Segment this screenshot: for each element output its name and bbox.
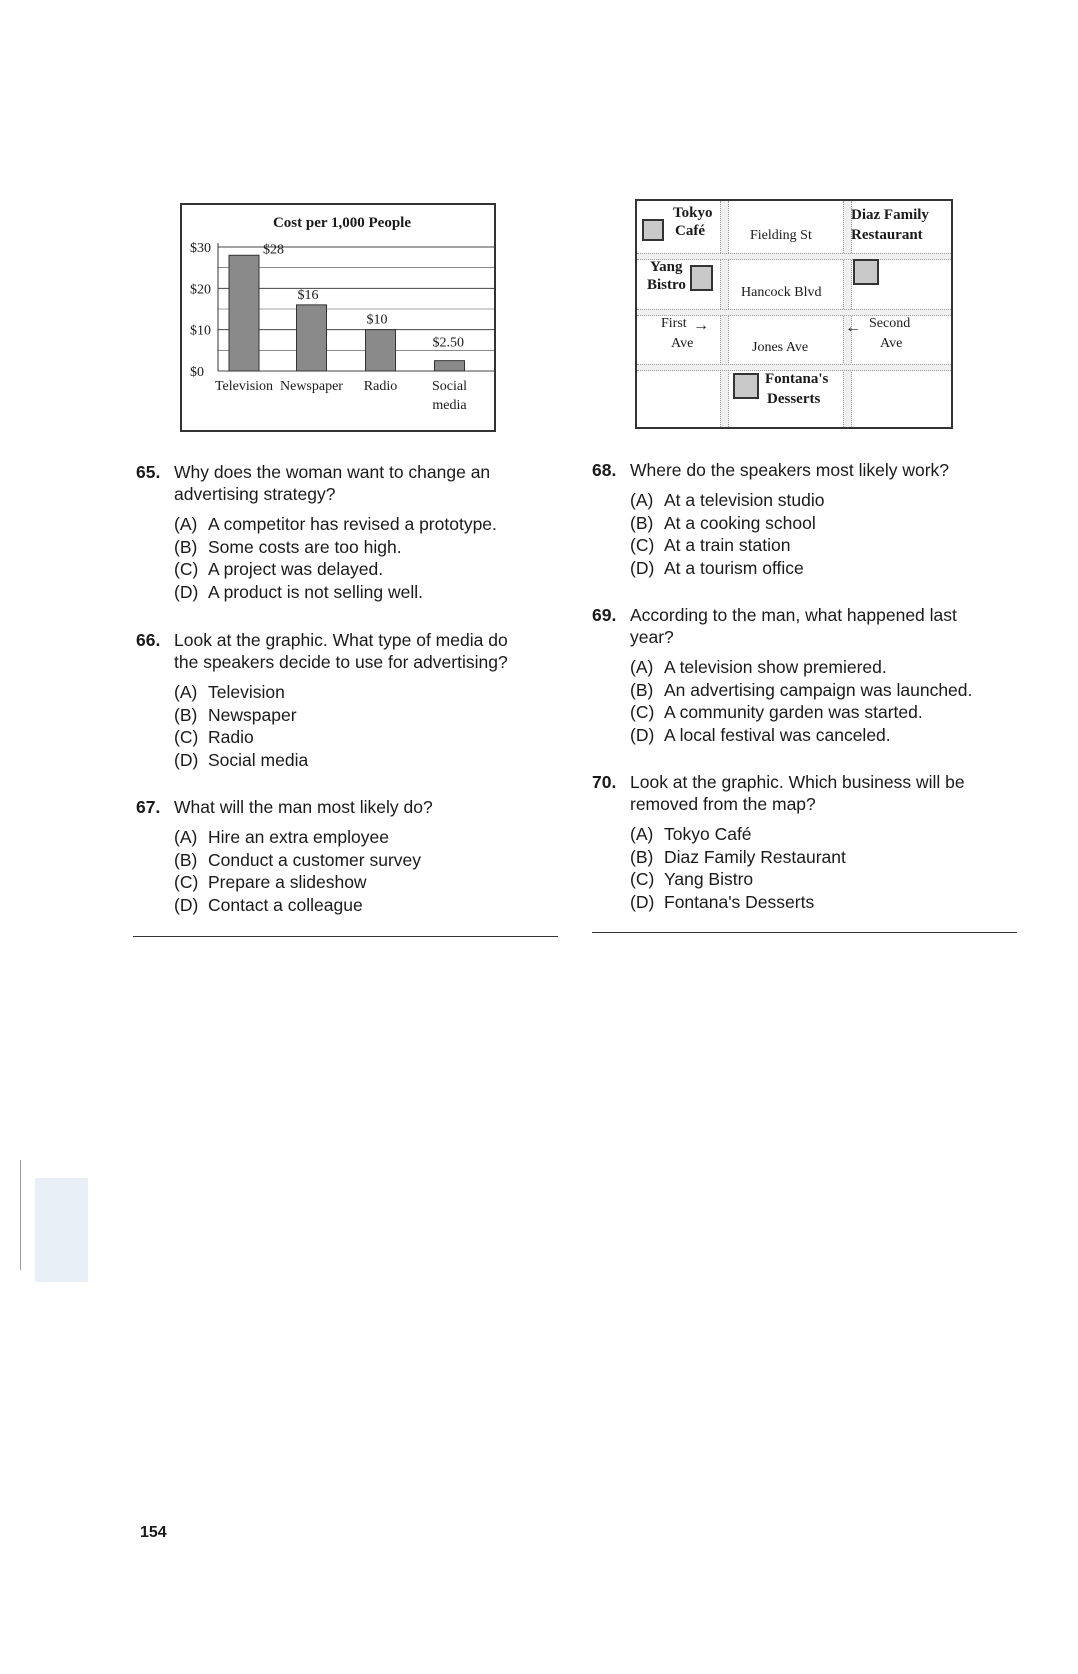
answer-option-a[interactable]: (A) At a television studio (630, 490, 825, 510)
cost-bar-chart (180, 203, 496, 432)
answer-options (174, 681, 308, 771)
answer-options (174, 513, 497, 603)
y-tick-label: $10 (190, 323, 211, 339)
answer-option-b[interactable]: (B) An advertising campaign was launched. (630, 679, 973, 700)
bar-social-media (435, 361, 465, 371)
answer-option-c[interactable]: (C) At a train station (630, 535, 791, 555)
map-street-fielding (637, 253, 951, 260)
yang-label-1: Yang (650, 259, 683, 275)
answer-option-d[interactable]: (D) Fontana's Desserts (630, 891, 815, 912)
question-70 (592, 771, 1022, 916)
answer-options (174, 826, 421, 916)
stem-line: year? (630, 627, 674, 647)
section-divider-left (133, 936, 558, 937)
answer-options (630, 823, 846, 913)
stem-line: What will the man most likely do? (174, 797, 433, 817)
answer-option-a[interactable]: (A) Hire an extra employee (174, 827, 389, 847)
data-label: $10 (366, 312, 388, 328)
question-stem (174, 796, 433, 818)
answer-option-c[interactable]: (C) Radio (174, 727, 254, 747)
bar-radio (366, 330, 396, 371)
question-stem (630, 771, 965, 815)
tokyo-cafe-label-2: Café (675, 223, 705, 239)
y-tick-label: $0 (190, 365, 204, 380)
second-ave-label-2: Ave (880, 336, 903, 351)
answer-option-d[interactable]: (D) A local festival was canceled. (630, 724, 891, 745)
question-68 (592, 459, 1012, 584)
question-number: 70. (592, 772, 617, 792)
answer-option-a[interactable]: (A) Tokyo Café (630, 824, 752, 844)
x-tick-label: Social (432, 379, 467, 394)
question-stem (174, 629, 508, 673)
question-number: 65. (136, 462, 161, 482)
question-stem (630, 604, 957, 648)
data-label: $2.50 (432, 335, 464, 351)
fontana-label-2: Desserts (767, 391, 821, 407)
answer-option-b[interactable]: (B) Some costs are too high. (174, 536, 402, 557)
question-number: 66. (136, 630, 161, 650)
street-map (635, 199, 953, 429)
tokyo-cafe-label-1: Tokyo (673, 205, 713, 221)
bar-newspaper (297, 305, 327, 371)
answer-option-b[interactable]: (B) At a cooking school (630, 512, 816, 533)
question-number: 67. (136, 797, 161, 817)
x-tick-label: Radio (363, 379, 398, 394)
question-number: 68. (592, 460, 617, 480)
tokyo-cafe-building-icon (642, 219, 664, 241)
margin-line (20, 1160, 21, 1270)
yang-label-2: Bistro (647, 277, 686, 293)
page-number: 154 (140, 1524, 167, 1541)
second-ave-arrow-icon: ← (845, 319, 861, 336)
stem-line: removed from the map? (630, 794, 816, 814)
stem-line: Why does the woman want to change an (174, 462, 491, 482)
y-tick-label: $30 (190, 241, 211, 256)
map-street-jones (637, 364, 951, 371)
answer-option-d[interactable]: (D) Social media (174, 749, 309, 770)
question-stem (630, 459, 949, 481)
answer-option-d[interactable]: (D) At a tourism office (630, 557, 804, 578)
first-ave-arrow-icon: → (693, 317, 709, 334)
diaz-building-icon (853, 259, 879, 285)
stem-line: Look at the graphic. Which business will be (630, 772, 965, 792)
question-65 (136, 461, 556, 602)
stem-line: According to the man, what happened last (630, 605, 957, 625)
answer-option-b[interactable]: (B) Diaz Family Restaurant (630, 846, 846, 867)
data-label: $28 (263, 242, 284, 258)
stem-line: Look at the graphic. What type of media do (174, 630, 508, 650)
stem-line: advertising strategy? (174, 484, 336, 504)
question-stem (174, 461, 490, 505)
answer-options (630, 489, 825, 579)
answer-option-c[interactable]: (C) A community garden was started. (630, 702, 923, 722)
answer-options (630, 656, 972, 746)
hancock-blvd-label: Hancock Blvd (741, 285, 822, 300)
second-ave-label-1: Second (869, 316, 911, 331)
question-number: 69. (592, 605, 617, 625)
jones-ave-label: Jones Ave (752, 340, 809, 355)
answer-option-c[interactable]: (C) A project was delayed. (174, 559, 384, 579)
answer-option-a[interactable]: (A) A television show premiered. (630, 657, 887, 677)
bar-television (229, 255, 259, 371)
stem-line: Where do the speakers most likely work? (630, 460, 950, 480)
x-tick-label: Television (214, 379, 274, 394)
diaz-label-1: Diaz Family (851, 207, 929, 223)
y-tick-label: $20 (190, 282, 211, 298)
yang-building-icon (690, 265, 713, 291)
stem-line: the speakers decide to use for advertising? (174, 652, 508, 672)
chart-title: Cost per 1,000 People (272, 215, 412, 231)
answer-option-c[interactable]: (C) Prepare a slideshow (174, 872, 367, 892)
first-ave-label-2: Ave (671, 336, 694, 351)
question-66 (136, 629, 566, 774)
data-label: $16 (297, 287, 319, 303)
first-ave-label-1: First (661, 316, 687, 331)
section-divider-right (592, 932, 1017, 933)
x-tick-label: media (432, 398, 467, 413)
answer-option-d[interactable]: (D) Contact a colleague (174, 894, 363, 915)
diaz-label-2: Restaurant (851, 227, 923, 243)
answer-option-c[interactable]: (C) Yang Bistro (630, 869, 754, 889)
fontana-building-icon (733, 373, 759, 399)
x-tick-label: Newspaper (280, 379, 343, 394)
chart-svg (182, 205, 494, 430)
fontana-label-1: Fontana's (765, 371, 829, 387)
question-69 (592, 604, 1022, 749)
answer-option-a[interactable]: (A) A competitor has revised a prototype. (174, 514, 497, 534)
question-67 (136, 796, 566, 921)
answer-option-b[interactable]: (B) Conduct a customer survey (174, 849, 422, 870)
fielding-st-label: Fielding St (750, 228, 812, 243)
section-side-tab (35, 1178, 88, 1282)
answer-option-b[interactable]: (B) Newspaper (174, 704, 297, 725)
answer-option-d[interactable]: (D) A product is not selling well. (174, 581, 423, 602)
answer-option-a[interactable]: (A) Television (174, 682, 285, 702)
